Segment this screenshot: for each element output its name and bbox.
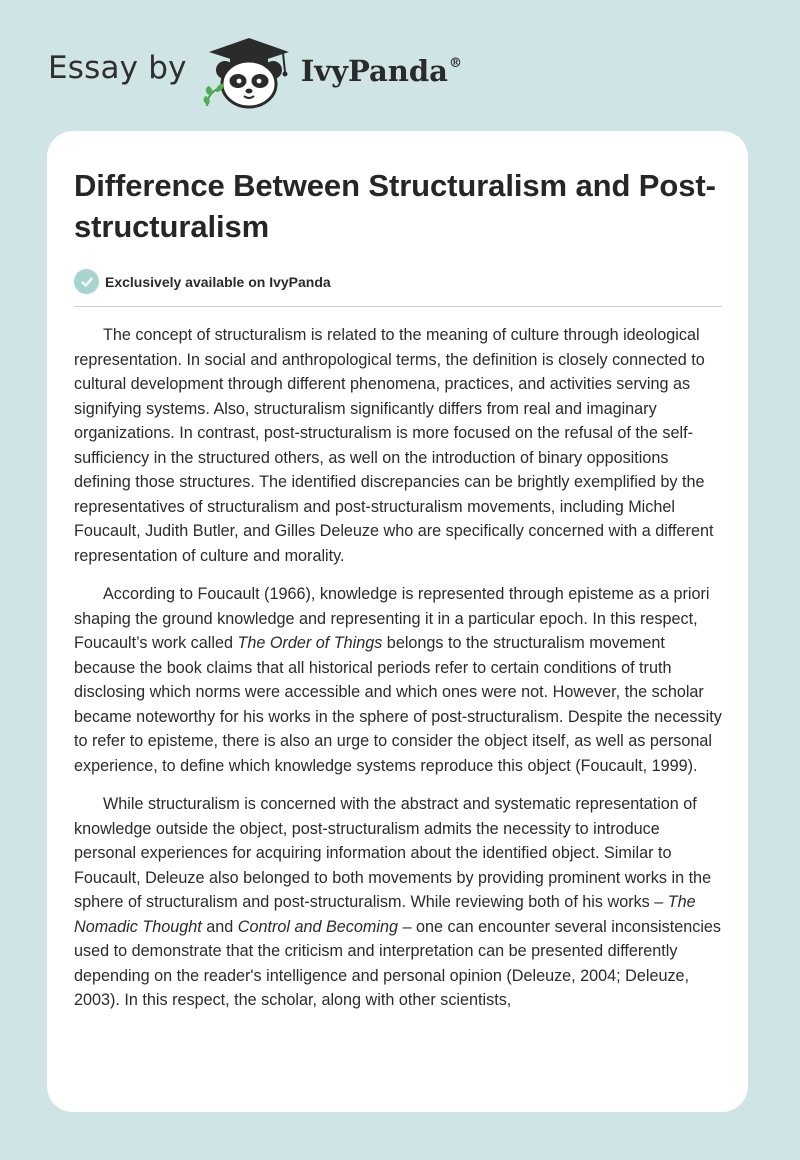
divider — [74, 306, 722, 307]
essay-body — [74, 323, 722, 1013]
essay-card — [47, 131, 748, 1112]
book-title: Control and Becoming — [237, 917, 398, 936]
exclusive-badge-text: Exclusively available on IvyPanda — [105, 273, 331, 290]
paragraph-3: While structuralism is concerned with the abstract and systematic representation of knowledge outside the object, post-structuralism admits the necessity to introduce personal experiences for acquiring information about the identified object. Similar to Foucault, Deleuze also belonged to both movements by providing prominent works in the sphere of structuralism and post-structuralism. While reviewing both of his works – The Nomadic Thought and Control and Becoming – one can encounter several inconsistencies used to demonstrate that the criticism and interpretation can be presented differently depending on the reader's intelligence and personal opinion (Deleuze, 2004; Deleuze, 2003). In this respect, the scholar, along with other scientists, — [74, 795, 722, 1009]
exclusive-badge — [74, 269, 722, 294]
panda-graduate-icon — [201, 36, 297, 110]
ivy-leaf-icon — [203, 84, 223, 106]
brand-name: IvyPanda® — [300, 54, 462, 88]
brand-header — [48, 36, 462, 110]
registered-mark: ® — [448, 56, 462, 71]
book-title: The Order of Things — [237, 634, 383, 652]
book-title: The Nomadic Thought — [74, 893, 696, 936]
brand-prefix: Essay by — [48, 50, 187, 86]
page-title: Difference Between Structuralism and Post-structuralism — [74, 168, 716, 244]
paragraph-2: According to Foucault (1966), knowledge is represented through episteme as a priori shaping the ground knowledge and representing it in a particular epoch. In this respect, Foucault’s work called The Order of Things belongs to the structuralism movement because the book claims that all historical periods refer to certain conditions of truth disclosing which norms were accessible and which ones were not. However, the scholar became noteworthy for his works in the sphere of post-structuralism. Despite the necessity to refer to episteme, there is also an urge to consider the object itself, as well as personal experience, to define which knowledge systems reproduce this object (Foucault, 1999). — [74, 585, 722, 775]
paragraph-1: The concept of structuralism is related to the meaning of culture through ideological representation. In social and anthropological terms, the definition is closely connected to cultural development through different phenomena, practices, and activities serving as signifying systems. Also, structuralism significantly differs from real and imaginary organizations. In contrast, post-structuralism is more focused on the refusal of the self-sufficiency in the structured others, as well on the introduction of binary oppositions defining those structures. The identified discrepancies can be brightly exemplified by the representatives of structuralism and post-structuralism movements, including Michel Foucault, Judith Butler, and Gilles Deleuze who are specifically concerned with a different representation of culture and morality. — [74, 326, 714, 565]
check-circle-icon — [74, 269, 99, 294]
